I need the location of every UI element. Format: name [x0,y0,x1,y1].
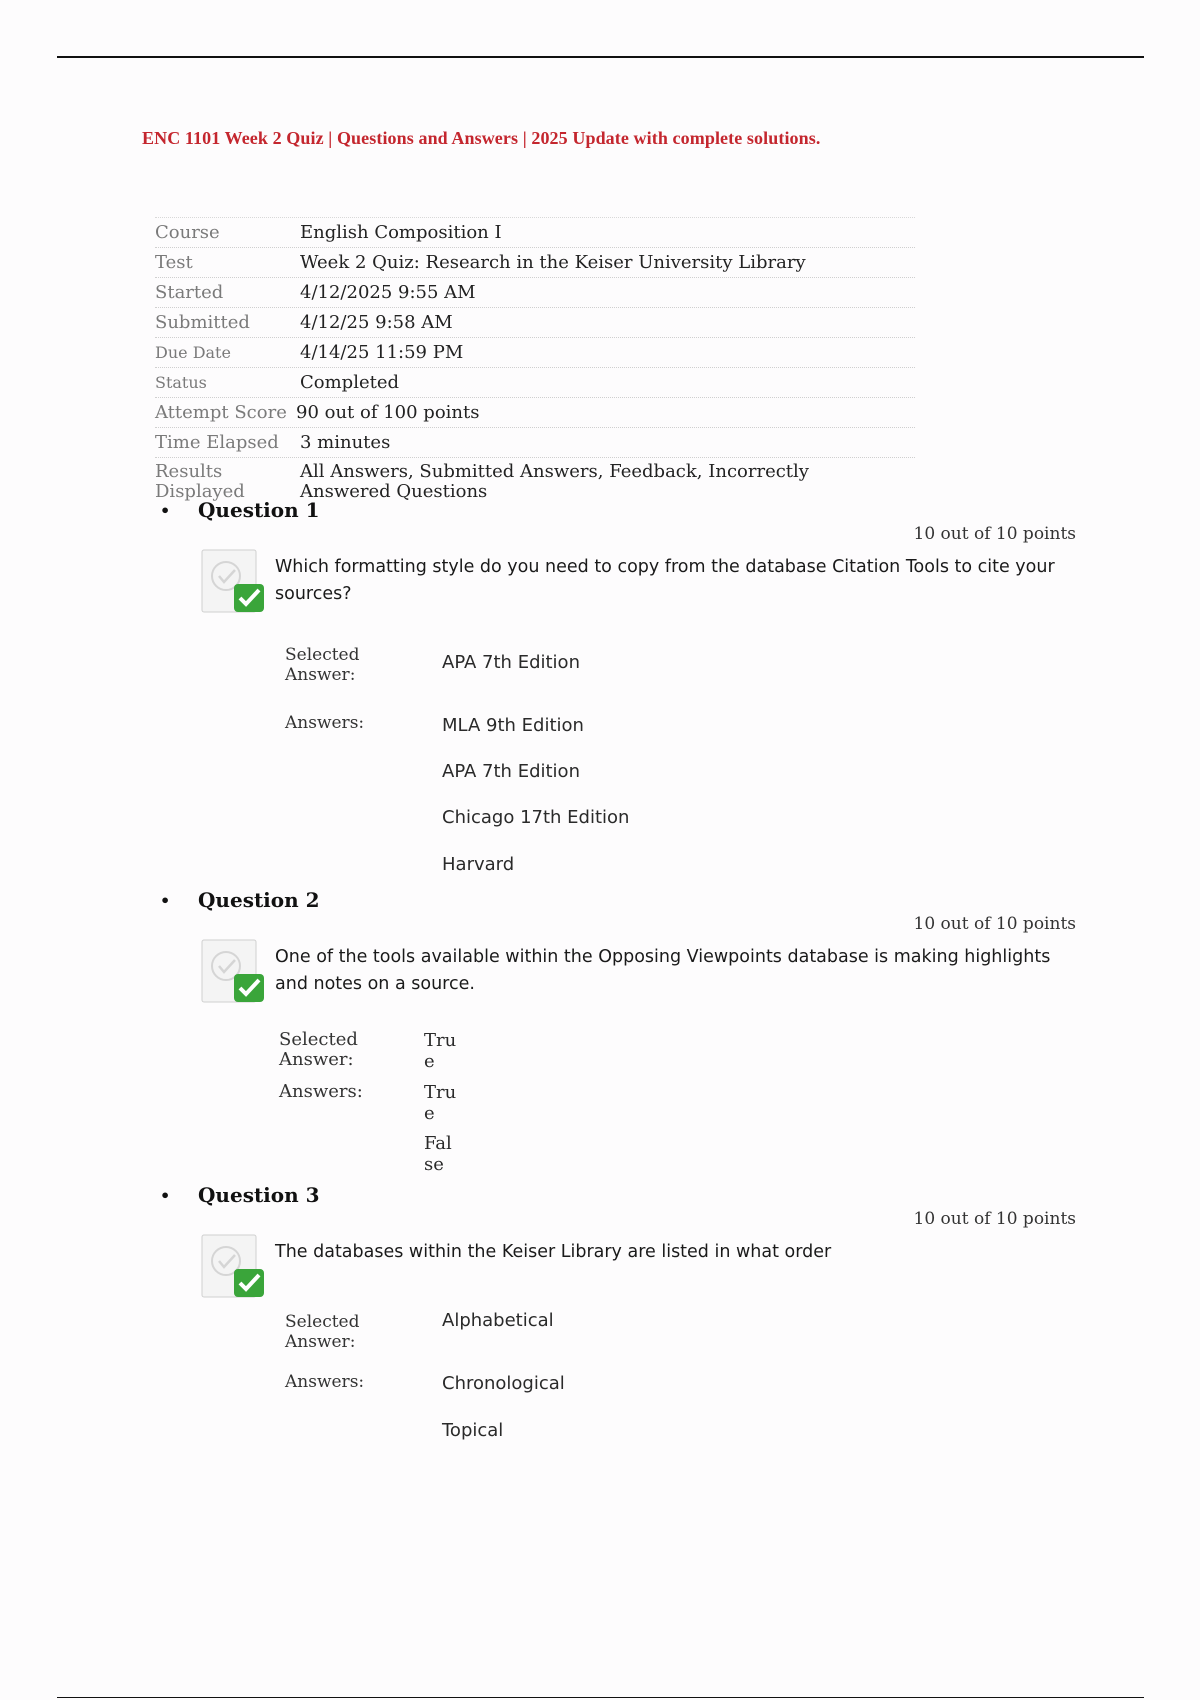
correct-checkmark-icon [200,548,268,616]
info-label: Course [155,221,220,243]
answer-option: Harvard [442,854,515,875]
info-label: Status [155,372,207,392]
correct-checkmark-icon [200,938,268,1006]
info-row-status [155,368,915,398]
info-row-due-date [155,338,915,368]
question-heading [160,498,320,522]
info-row-started [155,278,915,308]
document-title: ENC 1101 Week 2 Quiz | Questions and Answers | 2025 Update with complete solutions. [142,128,821,148]
attempt-info-table [155,217,915,508]
question-title: Question 2 [198,888,320,912]
info-value: All Answers, Submitted Answers, Feedback, Incorrectly Answered Questions [300,461,809,502]
info-value: Week 2 Quiz: Research in the Keiser University Library [300,251,806,273]
info-label: Due Date [155,342,231,362]
top-rule [57,56,1144,58]
info-value: 90 out of 100 points [296,401,480,423]
info-label: Time Elapsed [155,431,279,453]
correct-checkmark-icon [200,1233,268,1301]
bullet-icon: • [160,500,171,520]
bullet-icon: • [160,1185,171,1205]
selected-answer: Alphabetical [442,1310,554,1331]
info-label: Started [155,281,224,303]
selected-answer-label: Selected Answer: [285,1312,360,1352]
question-points: 10 out of 10 points [913,914,1076,934]
info-value: 3 minutes [300,431,391,453]
answer-option: Topical [442,1420,504,1441]
bullet-icon: • [160,890,171,910]
selected-answer: True [424,1030,457,1072]
info-label: Submitted [155,311,250,333]
selected-answer-label: Selected Answer: [285,645,360,685]
bottom-rule [57,1697,1144,1698]
info-label: Attempt Score [155,401,287,423]
question-points: 10 out of 10 points [913,524,1076,544]
info-label: Test [155,251,193,273]
question-title: Question 1 [198,498,320,522]
info-value: English Composition I [300,221,502,243]
answer-option: False [424,1133,452,1175]
info-row-test [155,248,915,278]
answer-option: MLA 9th Edition [442,715,584,736]
question-points: 10 out of 10 points [913,1209,1076,1229]
question-title: Question 3 [198,1183,320,1207]
selected-answer-label: Selected Answer: [279,1029,358,1070]
info-value: 4/12/25 9:58 AM [300,311,453,333]
question-heading [160,1183,320,1207]
answer-option: True [424,1082,457,1124]
answer-option: APA 7th Edition [442,761,580,782]
selected-answer: APA 7th Edition [442,652,580,673]
answer-option: Chronological [442,1373,565,1394]
info-row-attempt-score [155,398,915,428]
info-value: Completed [300,371,400,393]
answer-option: Chicago 17th Edition [442,807,630,828]
info-row-course [155,217,915,248]
info-row-time-elapsed [155,428,915,458]
question-text: The databases within the Keiser Library are listed in what order [275,1242,832,1262]
info-value: 4/14/25 11:59 PM [300,341,464,363]
question-text: Which formatting style do you need to copy from the database Citation Tools to cite your sources? [275,557,1055,604]
answers-label: Answers: [285,713,365,733]
info-value: 4/12/2025 9:55 AM [300,281,476,303]
answers-label: Answers: [285,1372,365,1392]
question-heading [160,888,320,912]
question-text: One of the tools available within the Opposing Viewpoints database is making highlights and notes on a source. [275,947,1051,994]
answers-label: Answers: [279,1081,363,1102]
info-row-submitted [155,308,915,338]
info-label: Results Displayed [155,461,245,502]
